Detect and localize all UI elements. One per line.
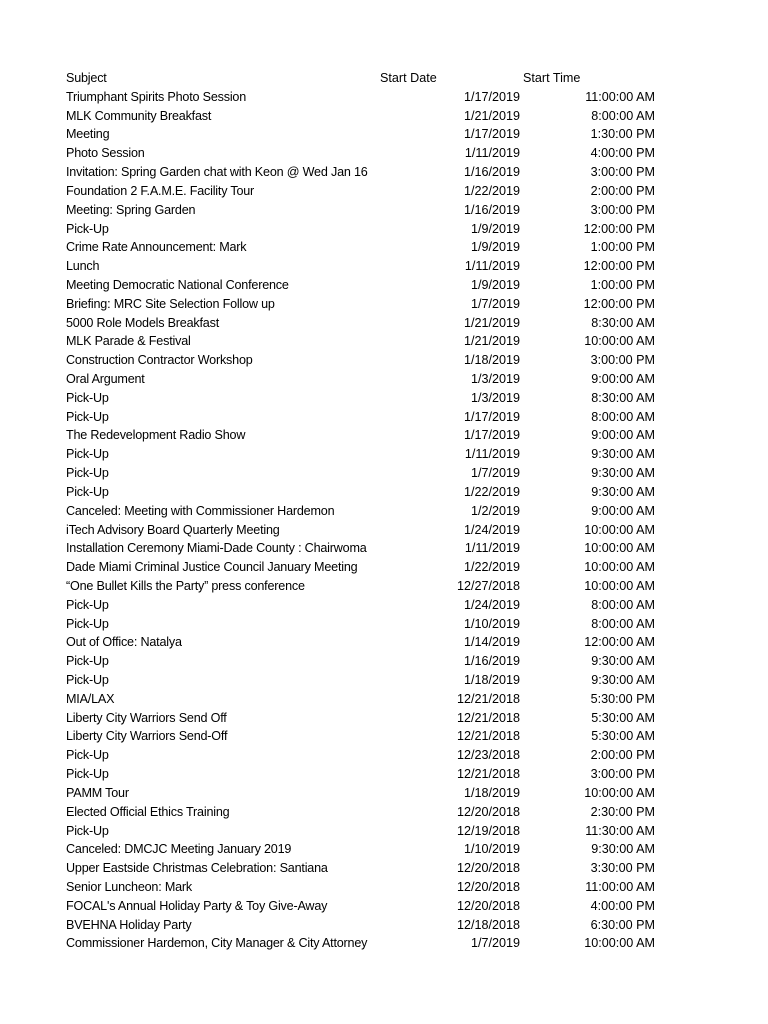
start-time-cell: 1:30:00 PM: [590, 127, 655, 142]
start-time-cell: 3:30:00 PM: [590, 861, 655, 876]
table-row: [66, 840, 666, 859]
start-date-cell: 1/9/2019: [470, 277, 520, 292]
start-time-cell: 9:30:00 AM: [591, 842, 655, 857]
start-time-cell: 11:30:00 AM: [585, 823, 655, 838]
header-row: [66, 69, 666, 88]
start-date-cell: 12/20/2018: [456, 898, 520, 913]
table-row: [66, 859, 666, 878]
table-row: [66, 88, 666, 107]
table-row: [66, 502, 666, 521]
table-row: [66, 521, 666, 540]
start-date-cell: 1/24/2019: [463, 597, 520, 612]
start-time-cell: 3:00:00 PM: [590, 353, 655, 368]
subject-cell: Crime Rate Announcement: Mark: [66, 240, 247, 255]
start-date-cell: 1/21/2019: [463, 334, 520, 349]
start-date-cell: 1/10/2019: [463, 616, 520, 631]
start-time-cell: 10:00:00 AM: [584, 522, 655, 537]
start-date-cell: 12/20/2018: [456, 879, 520, 894]
table-row: [66, 426, 666, 445]
start-time-cell: 12:00:00 AM: [584, 635, 655, 650]
subject-cell: Lunch: [66, 259, 100, 274]
table-row: [66, 558, 666, 577]
subject-cell: iTech Advisory Board Quarterly Meeting: [66, 522, 280, 537]
table-row: [66, 201, 666, 220]
schedule-table: [66, 69, 666, 953]
table-row: [66, 709, 666, 728]
subject-cell: Liberty City Warriors Send-Off: [66, 729, 228, 744]
start-time-cell: 8:00:00 AM: [591, 409, 655, 424]
table-row: [66, 615, 666, 634]
start-date-cell: 1/9/2019: [470, 240, 520, 255]
start-date-cell: 1/16/2019: [463, 654, 520, 669]
table-row: [66, 746, 666, 765]
start-date-cell: 12/21/2018: [456, 729, 520, 744]
subject-cell: Dade Miami Criminal Justice Council January Meeting: [66, 560, 358, 575]
start-time-cell: 9:00:00 AM: [591, 428, 655, 443]
table-row: [66, 370, 666, 389]
subject-column-header: Subject: [66, 71, 107, 85]
start-date-cell: 1/10/2019: [463, 842, 520, 857]
table-row: [66, 238, 666, 257]
start-date-cell: 1/16/2019: [463, 202, 520, 217]
table-row: [66, 220, 666, 239]
subject-cell: Upper Eastside Christmas Celebration: Santiana: [66, 861, 328, 876]
start-date-cell: 12/23/2018: [456, 748, 520, 763]
start-time-cell: 10:00:00 AM: [584, 334, 655, 349]
start-date-cell: 1/3/2019: [470, 390, 520, 405]
start-time-cell: 11:00:00 AM: [585, 879, 655, 894]
start-date-cell: 1/21/2019: [463, 108, 520, 123]
start-date-cell: 1/7/2019: [470, 296, 520, 311]
start-date-cell: 1/18/2019: [463, 673, 520, 687]
subject-cell: Pick-Up: [66, 221, 109, 236]
table-row: [66, 671, 666, 690]
table-row: [66, 464, 666, 483]
table-row: [66, 539, 666, 558]
start-date-cell: 12/20/2018: [456, 804, 520, 819]
start-time-cell: 11:00:00 AM: [585, 89, 655, 104]
subject-cell: Briefing: MRC Site Selection Follow up: [66, 296, 275, 311]
start-date-cell: 1/22/2019: [463, 183, 520, 198]
subject-cell: Pick-Up: [66, 466, 109, 481]
start-time-cell: 4:00:00 PM: [590, 898, 655, 913]
subject-cell: The Redevelopment Radio Show: [66, 428, 246, 443]
table-row: [66, 276, 666, 295]
start-date-cell: 1/7/2019: [470, 936, 520, 951]
subject-cell: Construction Contractor Workshop: [66, 353, 253, 368]
start-time-cell: 9:30:00 AM: [591, 447, 655, 462]
table-row: [66, 483, 666, 502]
table-row: [66, 257, 666, 276]
subject-cell: Photo Session: [66, 146, 145, 161]
table-row: [66, 878, 666, 897]
start-date-column-header: Start Date: [380, 71, 437, 85]
start-date-cell: 1/22/2019: [463, 560, 520, 575]
start-time-cell: 8:00:00 AM: [591, 616, 655, 631]
subject-cell: Commissioner Hardemon, City Manager & City Attorney: [66, 936, 368, 951]
start-time-cell: 10:00:00 AM: [584, 785, 655, 800]
table-row: [66, 445, 666, 464]
start-date-cell: 1/11/2019: [464, 259, 520, 274]
subject-cell: Pick-Up: [66, 390, 109, 405]
start-time-cell: 8:30:00 AM: [591, 315, 655, 330]
start-time-cell: 12:00:00 PM: [583, 296, 655, 311]
start-date-cell: 1/18/2019: [463, 785, 520, 800]
subject-cell: Canceled: DMCJC Meeting January 2019: [66, 842, 292, 857]
subject-cell: Pick-Up: [66, 823, 109, 838]
start-time-cell: 12:00:00 PM: [583, 221, 655, 236]
start-time-cell: 2:00:00 PM: [590, 183, 655, 198]
start-date-cell: 12/21/2018: [456, 691, 520, 706]
subject-cell: Out of Office: Natalya: [66, 635, 182, 650]
subject-cell: Oral Argument: [66, 372, 145, 386]
subject-cell: 5000 Role Models Breakfast: [66, 315, 220, 330]
table-row: [66, 314, 666, 333]
subject-cell: Pick-Up: [66, 409, 109, 424]
table-row: [66, 934, 666, 953]
start-time-cell: 8:00:00 AM: [591, 108, 655, 123]
table-row: [66, 163, 666, 182]
subject-cell: MIA/LAX: [66, 691, 115, 706]
start-time-cell: 12:00:00 PM: [583, 259, 655, 274]
start-time-cell: 2:00:00 PM: [590, 748, 655, 763]
table-row: [66, 295, 666, 314]
subject-cell: Pick-Up: [66, 484, 109, 499]
start-time-cell: 10:00:00 AM: [584, 560, 655, 575]
start-time-cell: 10:00:00 AM: [584, 541, 655, 556]
table-body: [66, 88, 666, 953]
subject-cell: Triumphant Spirits Photo Session: [66, 89, 247, 104]
start-time-cell: 4:00:00 PM: [590, 146, 655, 161]
subject-cell: MLK Community Breakfast: [66, 108, 212, 123]
subject-cell: “One Bullet Kills the Party” press conference: [66, 578, 305, 593]
table-row: [66, 633, 666, 652]
start-time-cell: 6:30:00 PM: [590, 917, 655, 932]
table-row: [66, 916, 666, 935]
start-date-cell: 1/11/2019: [464, 447, 520, 462]
table-row: [66, 784, 666, 803]
subject-cell: Installation Ceremony Miami-Dade County : Chairwoma: [66, 541, 367, 556]
start-time-cell: 9:00:00 AM: [591, 503, 655, 518]
table-row: [66, 652, 666, 671]
table-row: [66, 727, 666, 746]
subject-cell: Foundation 2 F.A.M.E. Facility Tour: [66, 183, 255, 198]
subject-cell: Senior Luncheon: Mark: [66, 879, 193, 894]
table-row: [66, 803, 666, 822]
start-time-cell: 3:00:00 PM: [590, 202, 655, 217]
start-date-cell: 1/16/2019: [463, 165, 520, 180]
start-time-cell: 9:30:00 AM: [591, 484, 655, 499]
start-time-cell: 3:00:00 PM: [590, 767, 655, 782]
subject-cell: PAMM Tour: [66, 785, 129, 800]
start-date-cell: 1/24/2019: [463, 522, 520, 537]
table-row: [66, 822, 666, 841]
start-date-cell: 12/27/2018: [456, 578, 520, 593]
table-row: [66, 182, 666, 201]
start-date-cell: 1/7/2019: [470, 466, 520, 481]
start-date-cell: 1/21/2019: [463, 315, 520, 330]
start-date-cell: 12/21/2018: [456, 767, 520, 782]
start-time-cell: 3:00:00 PM: [590, 165, 655, 180]
table-row: [66, 577, 666, 596]
table-row: [66, 765, 666, 784]
subject-cell: Meeting: [66, 127, 110, 142]
start-date-cell: 1/2/2019: [470, 503, 520, 518]
start-time-cell: 9:30:00 AM: [591, 654, 655, 669]
start-date-cell: 1/22/2019: [463, 484, 520, 499]
subject-cell: Invitation: Spring Garden chat with Keon @ Wed Jan 16: [66, 165, 368, 180]
subject-cell: Pick-Up: [66, 597, 109, 612]
table-row: [66, 125, 666, 144]
subject-cell: Meeting Democratic National Conference: [66, 277, 289, 292]
start-time-cell: 5:30:00 PM: [590, 691, 655, 706]
table-row: [66, 389, 666, 408]
table-row: [66, 107, 666, 126]
subject-cell: Pick-Up: [66, 654, 109, 669]
subject-cell: Meeting: Spring Garden: [66, 202, 196, 217]
table-row: [66, 351, 666, 370]
start-time-cell: 9:00:00 AM: [591, 372, 655, 386]
start-time-cell: 9:30:00 AM: [591, 673, 655, 687]
subject-cell: Canceled: Meeting with Commissioner Hardemon: [66, 503, 335, 518]
start-date-cell: 12/20/2018: [456, 861, 520, 876]
subject-cell: MLK Parade & Festival: [66, 334, 191, 349]
start-date-cell: 1/17/2019: [463, 409, 520, 424]
subject-cell: Pick-Up: [66, 447, 109, 462]
start-time-cell: 8:30:00 AM: [591, 390, 655, 405]
start-date-cell: 12/19/2018: [456, 823, 520, 838]
table-row: [66, 897, 666, 916]
start-time-cell: 1:00:00 PM: [590, 277, 655, 292]
start-date-cell: 1/17/2019: [463, 89, 520, 104]
start-date-cell: 1/18/2019: [463, 353, 520, 368]
subject-cell: Pick-Up: [66, 767, 109, 782]
subject-cell: Pick-Up: [66, 748, 109, 763]
subject-cell: BVEHNA Holiday Party: [66, 917, 192, 932]
table-row: [66, 144, 666, 163]
start-date-cell: 12/21/2018: [456, 710, 520, 725]
start-date-cell: 12/18/2018: [456, 917, 520, 932]
subject-cell: Elected Official Ethics Training: [66, 804, 230, 819]
table-row: [66, 596, 666, 615]
start-date-cell: 1/3/2019: [470, 372, 520, 386]
subject-cell: Pick-Up: [66, 616, 109, 631]
start-date-cell: 1/17/2019: [463, 127, 520, 142]
start-date-cell: 1/14/2019: [463, 635, 520, 650]
table-row: [66, 408, 666, 427]
start-time-cell: 8:00:00 AM: [591, 597, 655, 612]
start-time-cell: 5:30:00 AM: [591, 710, 655, 725]
start-time-cell: 9:30:00 AM: [591, 466, 655, 481]
table-row: [66, 690, 666, 709]
start-time-cell: 10:00:00 AM: [584, 936, 655, 951]
start-date-cell: 1/11/2019: [464, 541, 520, 556]
start-time-column-header: Start Time: [523, 71, 581, 85]
subject-cell: Pick-Up: [66, 673, 109, 687]
start-date-cell: 1/9/2019: [470, 221, 520, 236]
start-time-cell: 10:00:00 AM: [584, 578, 655, 593]
start-time-cell: 5:30:00 AM: [591, 729, 655, 744]
table-row: [66, 332, 666, 351]
start-date-cell: 1/11/2019: [464, 146, 520, 161]
subject-cell: FOCAL's Annual Holiday Party & Toy Give-Away: [66, 898, 328, 913]
start-time-cell: 1:00:00 PM: [590, 240, 655, 255]
start-date-cell: 1/17/2019: [463, 428, 520, 443]
start-time-cell: 2:30:00 PM: [590, 804, 655, 819]
subject-cell: Liberty City Warriors Send Off: [66, 710, 227, 725]
